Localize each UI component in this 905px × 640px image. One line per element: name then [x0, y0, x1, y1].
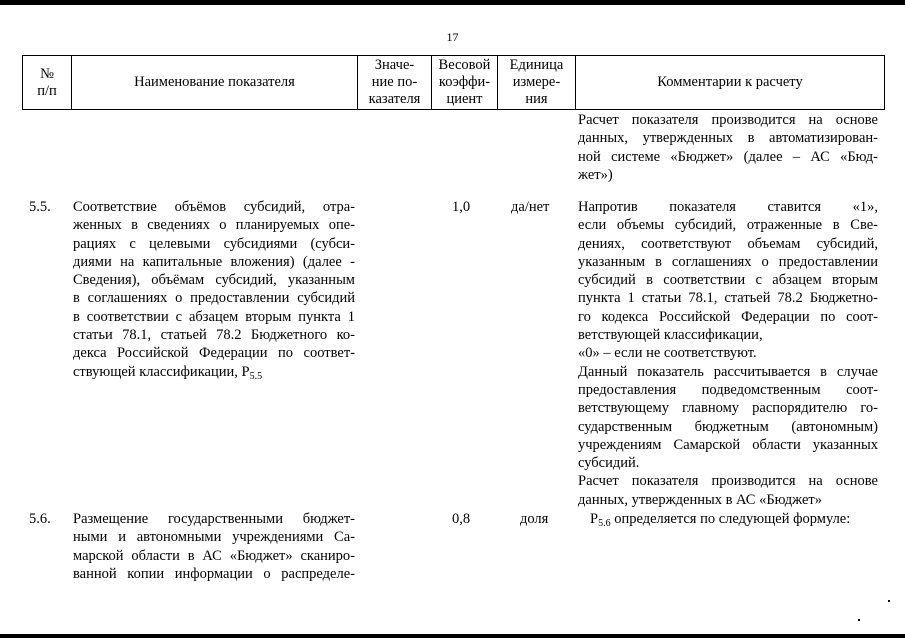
continuation-comment: Расчет показателя производится на основе данных, утвержденных в автоматизирован- ной системе «Бюджет» (далее – АС «Бюд- жет»): [578, 112, 878, 183]
header-weight: Весовой коэффи- циент: [432, 56, 498, 110]
header-indicator-value: Значе- ние по- казателя: [358, 56, 432, 110]
row-5-5-number: 5.5.: [29, 199, 51, 215]
top-border: [0, 0, 905, 5]
row-5-6-unit: доля: [520, 511, 549, 527]
table-header: [22, 55, 885, 110]
header-indicator-name: Наименование показателя: [72, 56, 358, 110]
row-5-6-comment: $Р_{5.6}$ определяется по следующей формуле:: [590, 511, 851, 529]
header-comment: Комментарии к расчету: [576, 56, 885, 110]
row-5-6-weight: 0,8: [452, 511, 471, 527]
row-5-6-number: 5.6.: [29, 511, 51, 527]
scan-speck: [858, 619, 860, 621]
page-number: 17: [446, 30, 459, 44]
scan-speck: [888, 600, 890, 602]
row-5-5-subscript: 5.5: [249, 370, 263, 382]
row-5-5-comment: Напротив показателя ставится «1», если объемы субсидий, отраженные в Све- дениях, соответствуют объемам субсидий, указанным в соглашениях о предоставлении субсидий в соответствии с абзацем вторым пункта 1 статьи 78.1, статьей 78.2 Бюджетно- го кодекса Российской Федерации по соот- ветствующей классификации, «0» – если не соответствуют. Данный показатель рассчитывается в случае предоставления подведомственным соот- ветствующему главному распорядителю го- сударственным бюджетным (автономным) учреждениям Самарской области указанных субсидий. Расчет показателя производится на основе данных, утвержденных в АС «Бюджет»: [578, 199, 878, 508]
bottom-border: [0, 634, 905, 638]
row-5-6-name: Размещение государственными бюджет- ными и автономными учреждениями Са- марской области в АС «Бюджет» сканиро- ванной копии информации о распределе-: [73, 511, 355, 582]
row-5-5-unit: да/нет: [511, 199, 550, 215]
header-unit: Единица измере- ния: [498, 56, 576, 110]
row-5-6-subscript: 5.6: [598, 518, 611, 529]
row-5-5-name: Соответствие объёмов субсидий, отра- женных в сведениях о планируемых опе- рациях с целевыми субсидиями (субси- диями на капитальные вложения) (далее - Сведения), объёмам субсидий, указанным в соглашениях о предоставлении субсидий в соответствии с абзацем вторым пункта 1 статьи 78.1, статьей 78.2 Бюджетного ко- декса Российской Федерации по соответ- ствующей классификации, $Р_{5.5}$: [73, 199, 355, 382]
row-5-5-weight: 1,0: [452, 199, 471, 215]
header-number: № п/п: [23, 56, 72, 110]
